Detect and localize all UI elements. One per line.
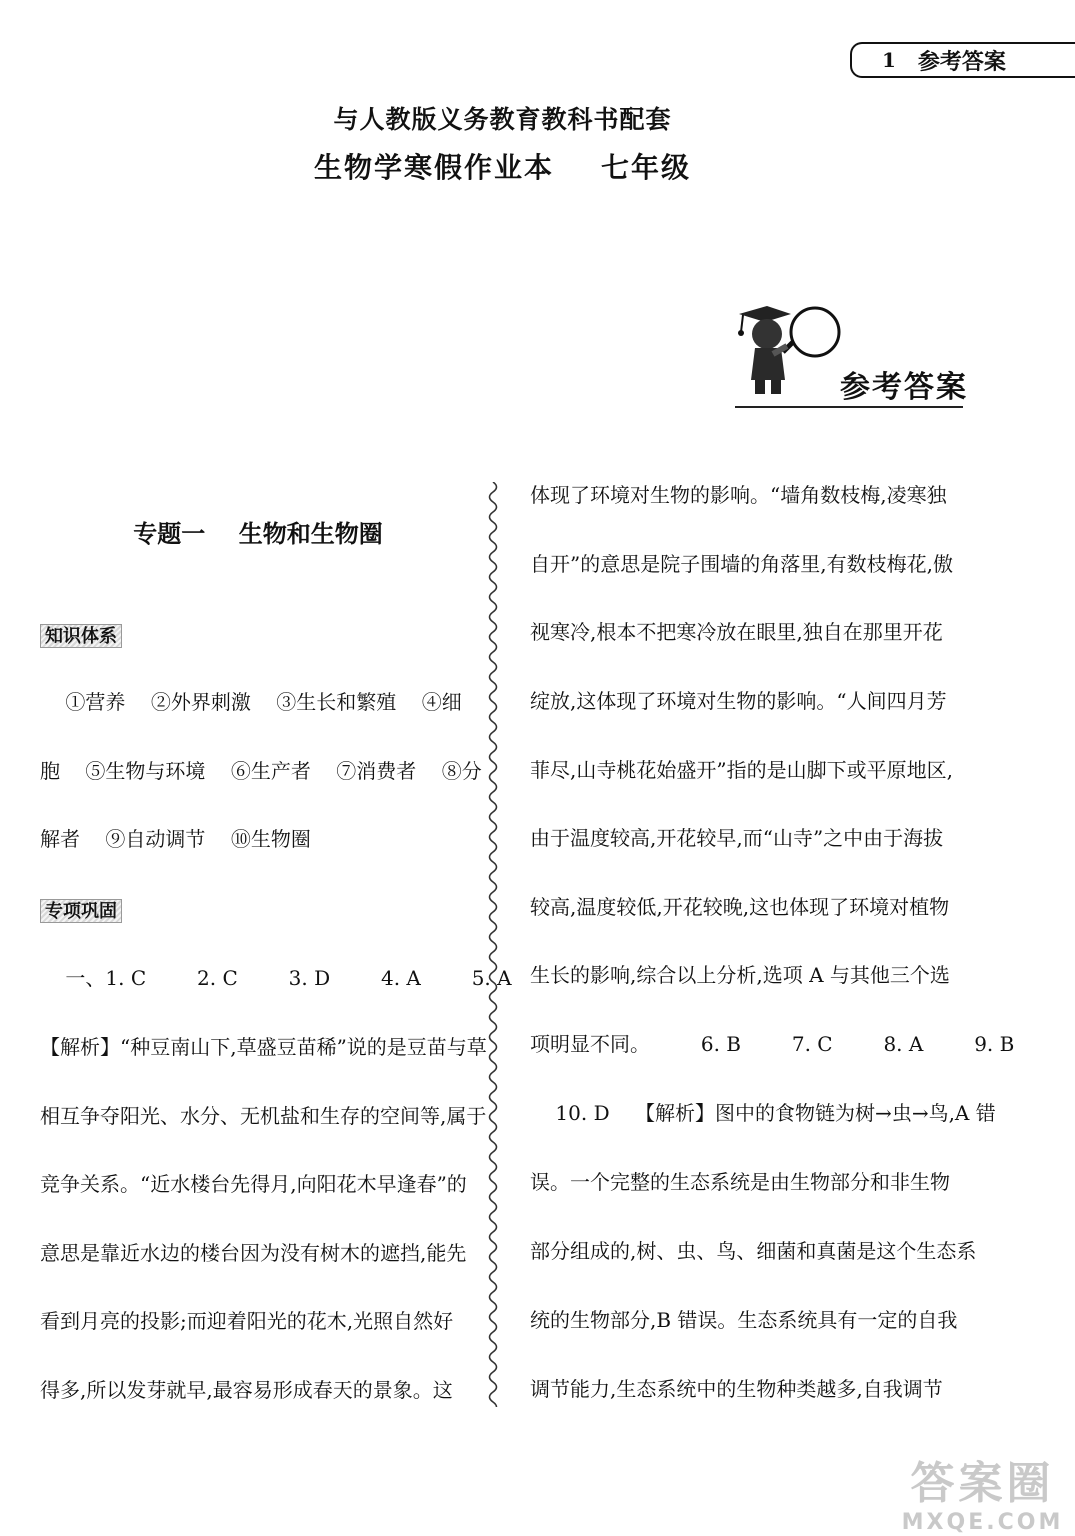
- right-text-line: 体现了环境对生物的影响。“墙角数枝梅,凌寒独: [530, 483, 947, 507]
- right-text-line: 自开”的意思是院子围墙的角落里,有数枝梅花,傲: [530, 552, 953, 576]
- header-label: 参考答案: [917, 49, 1006, 75]
- watermark-url: MXQE.COM: [901, 1510, 1064, 1535]
- right-text-line: 调节能力,生态系统中的生物种类越多,自我调节: [530, 1377, 943, 1401]
- right-text-line: 部分组成的,树、虫、鸟、细菌和真菌是这个生态系: [530, 1239, 977, 1263]
- answers-banner-title: 参考答案: [840, 370, 968, 405]
- topic-title: 专题一 生物和生物圈: [133, 520, 383, 548]
- left-text-line: 【解析】“种豆南山下,草盛豆苗稀”说的是豆苗与草: [40, 1035, 487, 1059]
- page-number: 1: [882, 48, 896, 72]
- right-text-line: 由于温度较高,开花较早,而“山寺”之中由于海拔: [530, 826, 944, 850]
- section-tag-knowledge: 知识体系: [40, 624, 122, 648]
- left-text-line: 看到月亮的投影;而迎着阳光的花木,光照自然好: [40, 1309, 454, 1333]
- book-title: 生物学寒假作业本 七年级: [314, 151, 691, 184]
- section-tag-practice: 专项巩固: [40, 899, 122, 923]
- watermark: [895, 1458, 1070, 1536]
- left-text-line: 竞争关系。“近水楼台先得月,向阳花木早逢春”的: [40, 1172, 467, 1196]
- banner-rule: [735, 406, 963, 408]
- right-text-line: 视寒冷,根本不把寒冷放在眼里,独自在那里开花: [530, 620, 943, 644]
- right-text-line: 项明显不同。 6. B 7. C 8. A 9. B: [530, 1032, 1015, 1056]
- book-subtitle: 与人教版义务教育教科书配套: [333, 105, 672, 134]
- right-text-line: 较高,温度较低,开花较晚,这也体现了环境对植物: [530, 895, 950, 919]
- left-text-line: 相互争夺阳光、水分、无机盐和生存的空间等,属于: [40, 1104, 487, 1128]
- left-text-line: 意思是靠近水边的楼台因为没有树木的遮挡,能先: [40, 1241, 467, 1265]
- right-text-line: 菲尽,山寺桃花始盛开”指的是山脚下或平原地区,: [530, 758, 953, 782]
- right-text-line: 绽放,这体现了环境对生物的影响。“人间四月芳: [530, 689, 947, 713]
- left-text-line: 一、1. C 2. C 3. D 4. A 5. A: [40, 966, 512, 990]
- graduate-magnifier-icon: [733, 302, 841, 398]
- watermark-logo-text: 答案圈: [910, 1458, 1055, 1509]
- right-text-line: 10. D 【解析】图中的食物链为树→虫→鸟,A 错: [530, 1101, 996, 1125]
- right-text-line: 误。一个完整的生态系统是由生物部分和非生物: [530, 1170, 950, 1194]
- left-text-line: ①营养 ②外界刺激 ③生长和繁殖 ④细: [40, 690, 462, 714]
- right-text-line: 生长的影响,综合以上分析,选项 A 与其他三个选: [530, 963, 950, 987]
- left-text-line: 胞 ⑤生物与环境 ⑥生产者 ⑦消费者 ⑧分: [40, 759, 482, 783]
- column-divider: [484, 482, 502, 1407]
- left-text-line: 解者 ⑨自动调节 ⑩生物圈: [40, 827, 311, 851]
- left-text-line: 得多,所以发芽就早,最容易形成春天的景象。这: [40, 1378, 453, 1402]
- page-header-tab: [850, 42, 1075, 78]
- right-text-line: 统的生物部分,B 错误。生态系统具有一定的自我: [530, 1308, 958, 1332]
